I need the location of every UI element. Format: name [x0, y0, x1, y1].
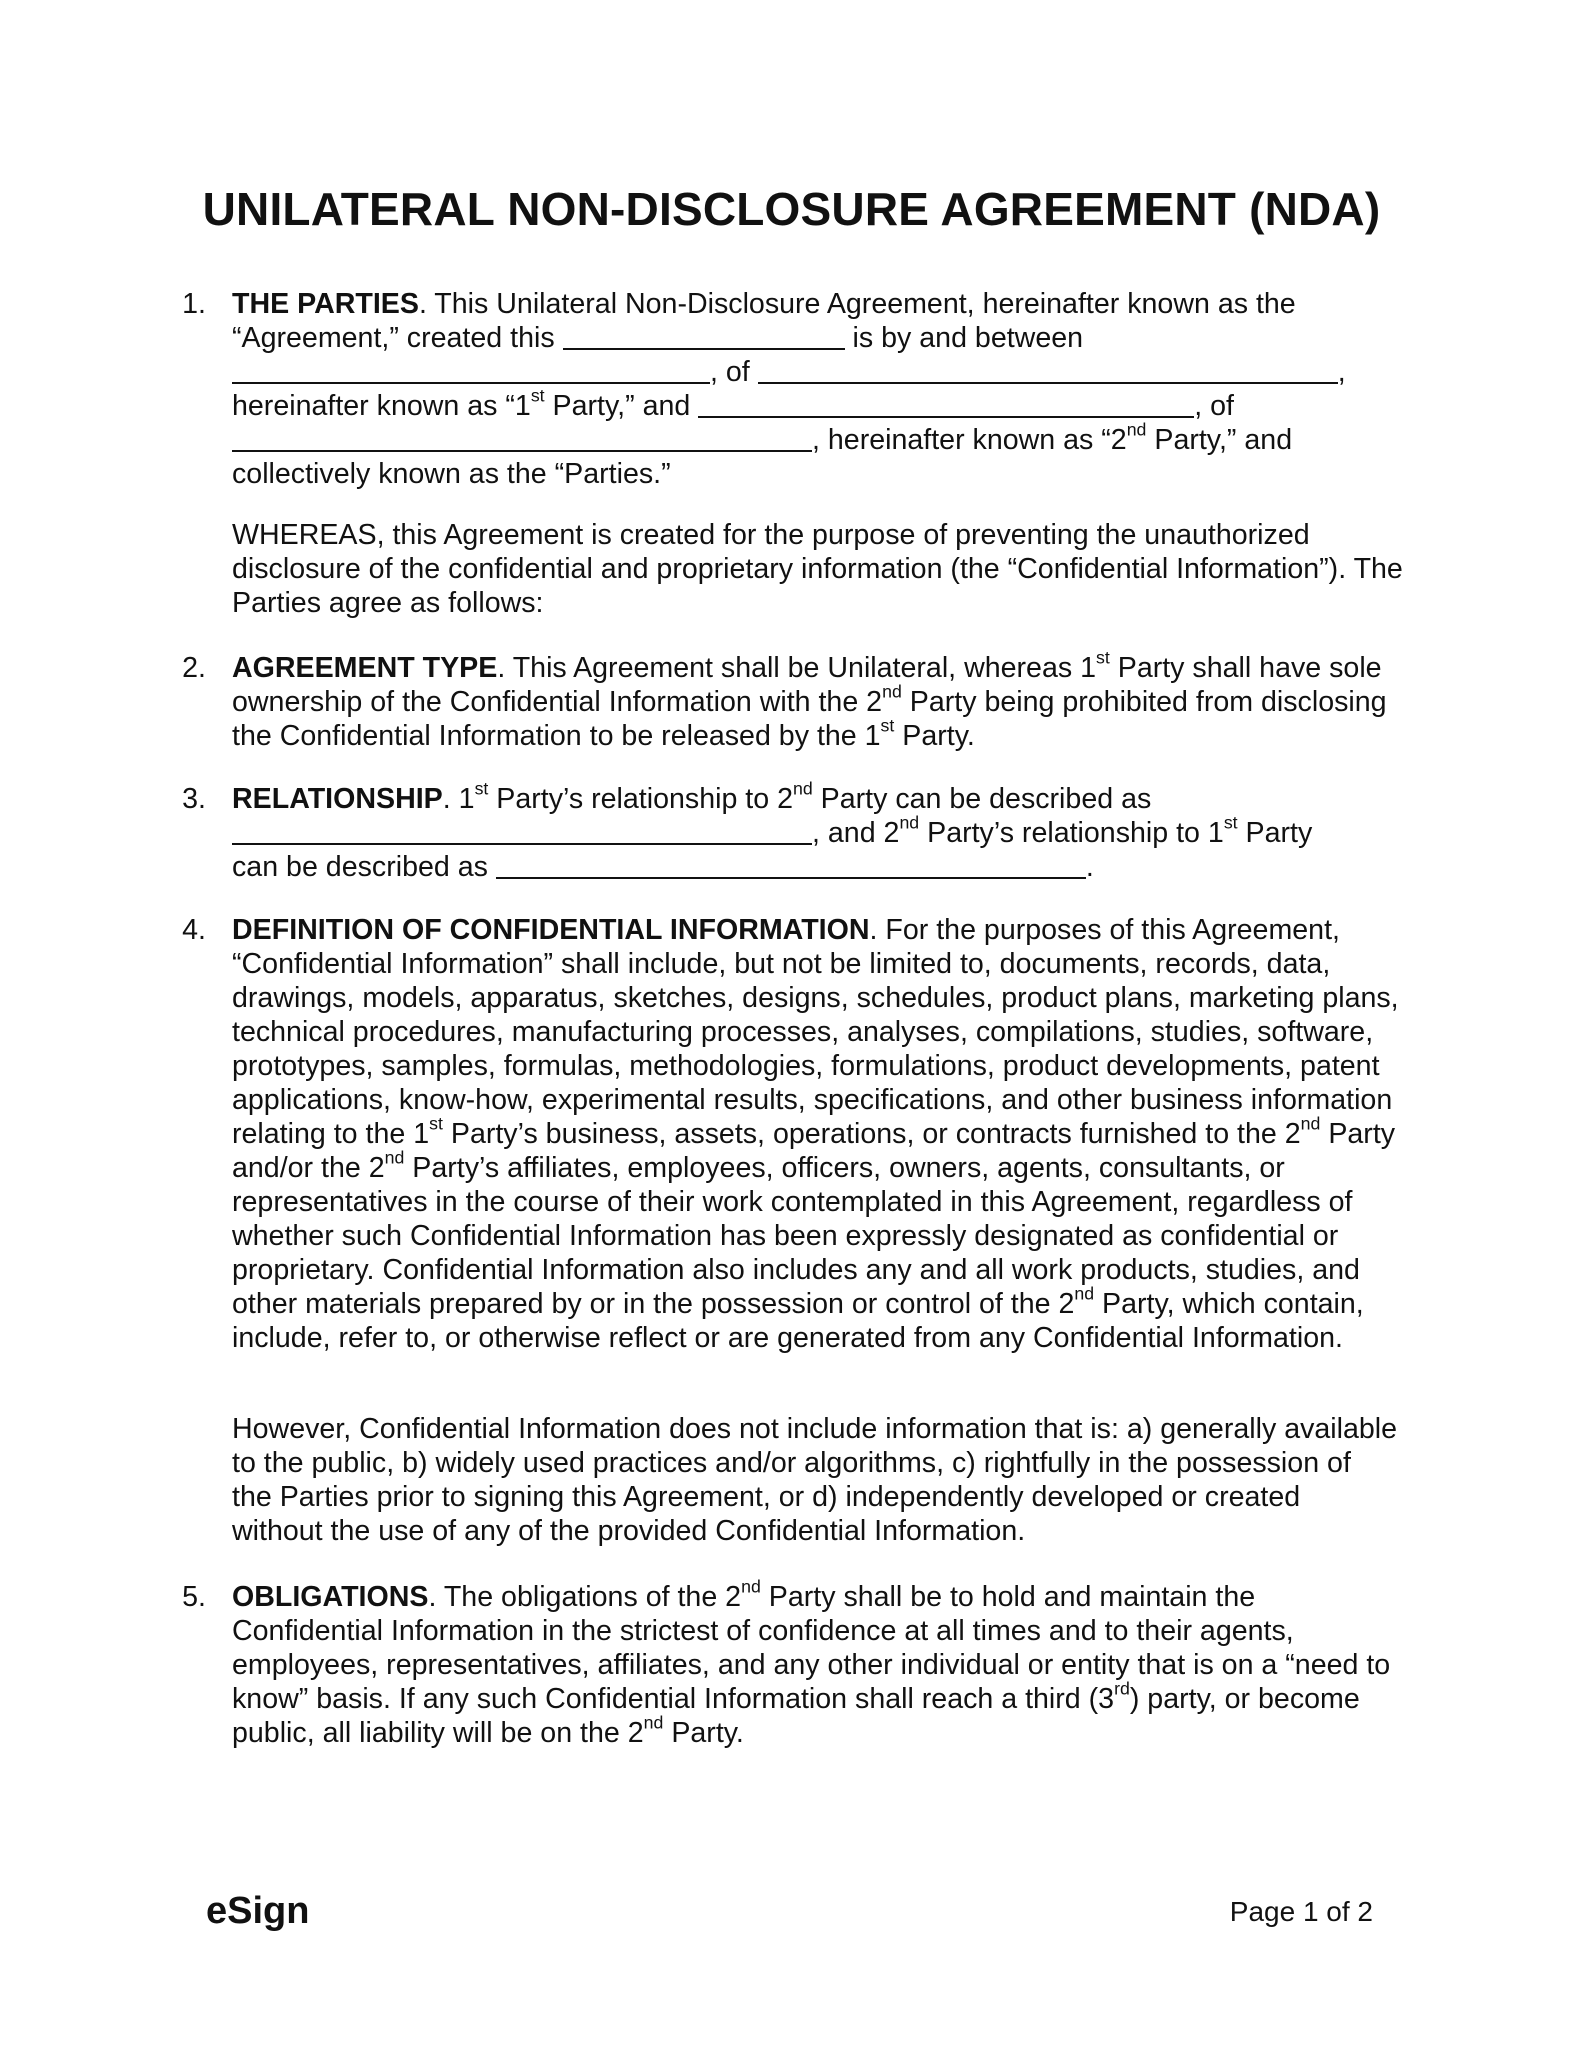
second-party-name-blank[interactable] [698, 390, 1194, 418]
section-heading: THE PARTIES [232, 288, 419, 320]
page-number: Page 1 of 2 [1229, 1896, 1373, 1927]
section-heading: OBLIGATIONS [232, 1581, 429, 1613]
however-paragraph: However, Confidential Information does not include information that is: a) generally available to the public, b) widely used practices and/or algorithms, c) rightfully in the possession of the Parties prior to signing this Agreement, or d) independently developed or created without the use of any of the provided Confidential Information. [232, 1413, 1398, 1547]
section-number: 5. [182, 1581, 206, 1613]
relationship-2-blank[interactable] [496, 851, 1086, 879]
section-relationship: 3. RELATIONSHIP. 1st Party’s relationship to 2nd Party can be described as , and 2nd Party’s relationship to 1st Party can be described as . [186, 782, 1416, 884]
date-blank[interactable] [563, 322, 845, 350]
section-agreement-type: 2. AGREEMENT TYPE. This Agreement shall be Unilateral, whereas 1st Party shall have sole ownership of the Confidential Information with the 2nd Party being prohibited from disclosing the Confidential Information to be released by the 1st Party. [186, 651, 1416, 753]
document-title: UNILATERAL NON-DISCLOSURE AGREEMENT (NDA) [202, 183, 1381, 235]
second-party-address-blank[interactable] [232, 424, 812, 452]
section-heading: DEFINITION OF CONFIDENTIAL INFORMATION [232, 914, 870, 946]
whereas-paragraph: WHEREAS, this Agreement is created for the purpose of preventing the unauthorized disclosure of the confidential and proprietary information (the “Confidential Information”). The Parties agree as follows: [232, 519, 1403, 619]
section-heading: RELATIONSHIP [232, 783, 443, 815]
relationship-1-blank[interactable] [232, 817, 812, 845]
section-obligations: 5. OBLIGATIONS. The obligations of the 2nd Party shall be to hold and maintain the Confidential Information in the strictest of confidence at all times and to their agents, employees, representatives, affiliates, and any other individual or entity that is on a “need to know” basis. If any such Confidential Information shall reach a third (3rd) party, or become public, all liability will be on the 2nd Party. [186, 1580, 1416, 1750]
section-heading: AGREEMENT TYPE [232, 652, 498, 684]
esign-logo: eSign [206, 1890, 310, 1932]
first-party-name-blank[interactable] [232, 356, 710, 384]
section-definition: 4. DEFINITION OF CONFIDENTIAL INFORMATION. For the purposes of this Agreement, “Confidential Information” shall include, but not be limited to, documents, records, data, drawings, models, apparatus, sketches, designs, schedules, product plans, marketing plans, technical procedures, manufacturing processes, analyses, compilations, studies, software, prototypes, samples, formulas, methodologies, formulations, product developments, patent applications, know-how, experimental results, specifications, and other business information relating to the 1st Party’s business, assets, operations, or contracts furnished to the 2nd Party and/or the 2nd Party’s affiliates, employees, officers, owners, agents, consultants, or representatives in the course of their work contemplated in this Agreement, regardless of whether such Confidential Information has been expressly designated as confidential or proprietary. Confidential Information also includes any and all work products, studies, and other materials prepared by or in the possession or control of the 2nd Party, which contain, include, refer to, or otherwise reflect or are generated from any Confidential Information. [186, 913, 1416, 1355]
section-number: 3. [182, 783, 206, 815]
section-number: 1. [182, 288, 206, 320]
section-number: 4. [182, 914, 206, 946]
section-number: 2. [182, 652, 206, 684]
section-parties: 1. THE PARTIES. This Unilateral Non-Disclosure Agreement, hereinafter known as the “Agreement,” created this is by and between , of , hereinafter known as “1st Party,” and , of , hereinafter known as “2nd Party,” and collectively known as the “Parties.” [186, 287, 1416, 491]
first-party-address-blank[interactable] [758, 356, 1338, 384]
